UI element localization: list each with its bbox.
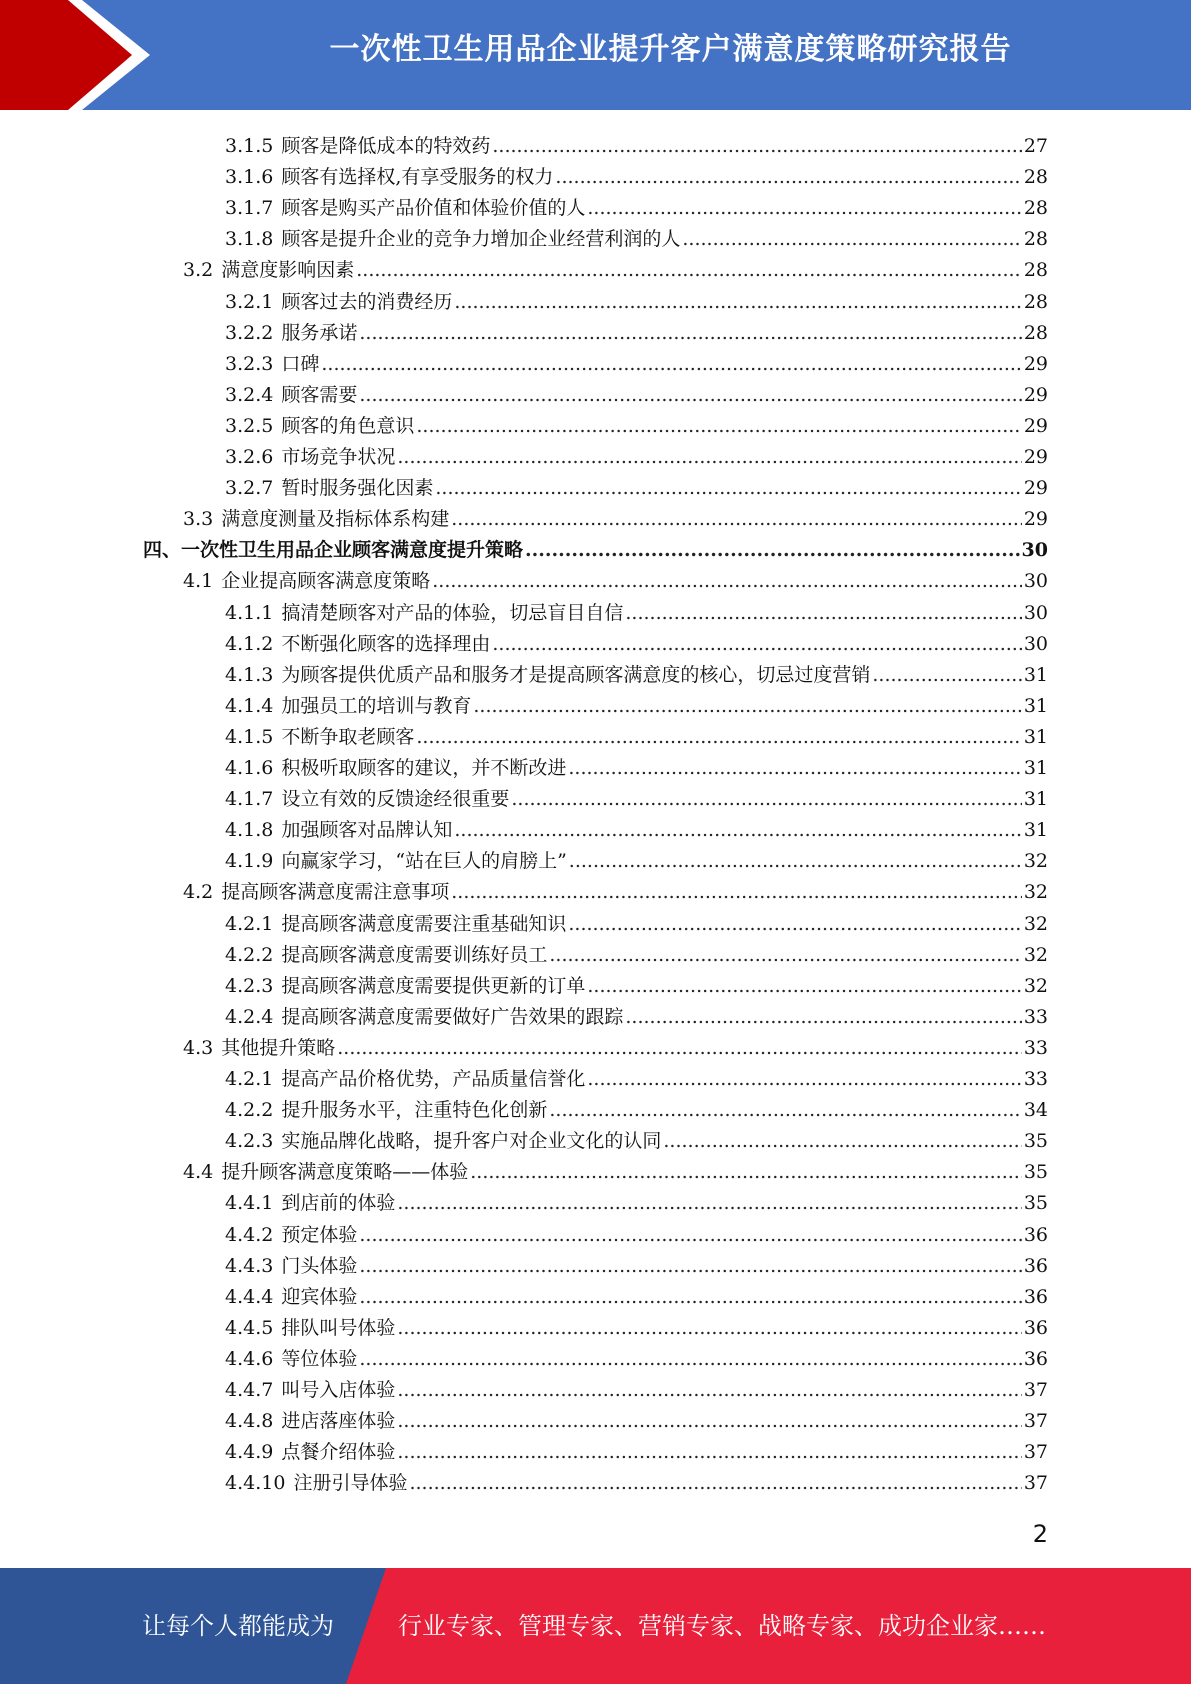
toc-entry-page: 30 — [1021, 539, 1048, 562]
toc-entry-page: 33 — [1023, 1068, 1048, 1090]
toc-entry-title: 服务承诺 — [281, 321, 358, 344]
toc-entry-number: 3.1.5 — [225, 135, 274, 157]
toc-entry-number: 4.1.2 — [225, 632, 274, 655]
toc-entry-title: 提升服务水平，注重特色化创新 — [281, 1099, 548, 1122]
header-red-arrow-shape — [0, 0, 135, 110]
toc-entry[interactable] — [225, 407, 1048, 438]
toc-entry[interactable] — [225, 1122, 1048, 1153]
toc-entry-title: 暂时服务强化因素 — [281, 477, 434, 500]
toc-dot-leader — [435, 476, 1021, 500]
toc-entry-number: 3.1.8 — [225, 228, 274, 251]
toc-dot-leader — [416, 725, 1021, 749]
toc-entry-title: 顾客的角色意识 — [281, 414, 415, 437]
toc-dot-leader — [568, 756, 1021, 780]
toc-entry-number: 3.1.6 — [225, 166, 274, 189]
toc-entry[interactable] — [225, 687, 1048, 718]
toc-entry-number: 4.2.4 — [225, 1005, 274, 1028]
toc-entry-number: 4.4.2 — [225, 1223, 274, 1246]
toc-entry[interactable] — [225, 656, 1048, 687]
toc-entry-title: 顾客需要 — [281, 383, 358, 406]
toc-entry[interactable] — [225, 1433, 1048, 1464]
toc-entry-page: 32 — [1023, 850, 1048, 873]
toc-entry-number: 4.1.5 — [225, 725, 274, 748]
toc-entry-page: 30 — [1023, 601, 1048, 624]
toc-entry-page: 36 — [1023, 1316, 1048, 1339]
toc-dot-leader — [568, 912, 1021, 936]
toc-entry-title: 点餐介绍体验 — [281, 1441, 396, 1464]
toc-entry-title: 市场竞争状况 — [281, 446, 396, 468]
toc-entry-number: 4.4.1 — [225, 1192, 274, 1215]
toc-dot-leader — [625, 601, 1021, 625]
toc-chapter-entry[interactable] — [143, 531, 1048, 562]
toc-entry-title: 提高顾客满意度需要提供更新的订单 — [281, 974, 586, 997]
toc-entry-title: 加强顾客对品牌认知 — [281, 819, 453, 842]
toc-dot-leader — [549, 943, 1021, 967]
toc-entry-page: 33 — [1023, 1036, 1048, 1059]
toc-entry-title: 提高产品价格优势，产品质量信誉化 — [281, 1068, 586, 1090]
toc-dot-leader — [359, 383, 1021, 407]
toc-dot-leader — [549, 1098, 1021, 1122]
toc-entry-title: 叫号入店体验 — [281, 1379, 396, 1401]
toc-entry-title: 提高顾客满意度需注意事项 — [221, 881, 450, 904]
toc-dot-leader — [359, 1254, 1021, 1278]
toc-entry-page: 28 — [1023, 290, 1048, 313]
toc-entry-page: 31 — [1023, 819, 1048, 842]
toc-entry-page: 29 — [1023, 508, 1048, 531]
toc-dot-leader — [397, 1409, 1021, 1433]
toc-entry-page: 36 — [1023, 1223, 1048, 1246]
toc-entry-title: 提高顾客满意度需要注重基础知识 — [281, 912, 567, 935]
toc-entry-number: 4.1.1 — [225, 601, 274, 624]
toc-entry-number: 4.4.6 — [225, 1347, 274, 1370]
toc-entry[interactable] — [225, 936, 1048, 967]
toc-entry-number: 4.1.6 — [225, 757, 274, 779]
toc-entry-number: 4.2.1 — [225, 912, 274, 935]
toc-entry-number: 3.2.2 — [225, 321, 274, 344]
toc-entry[interactable] — [225, 220, 1048, 251]
toc-entry-page: 36 — [1023, 1347, 1048, 1370]
toc-entry[interactable] — [225, 1464, 1048, 1495]
toc-entry-page: 31 — [1023, 788, 1048, 811]
toc-entry-number: 4.1.9 — [225, 850, 274, 873]
toc-dot-leader — [470, 1160, 1022, 1184]
toc-entry[interactable] — [225, 749, 1048, 780]
toc-entry-number: 3.2.6 — [225, 446, 274, 468]
toc-entry-number: 4.2.1 — [225, 1068, 274, 1090]
toc-entry-page: 28 — [1023, 166, 1048, 189]
toc-entry-page: 34 — [1023, 1099, 1048, 1122]
toc-dot-leader — [451, 507, 1022, 531]
toc-entry-title: 加强员工的培训与教育 — [281, 694, 472, 717]
toc-entry-page: 37 — [1023, 1472, 1048, 1495]
toc-entry-page: 28 — [1023, 197, 1048, 220]
toc-entry-page: 37 — [1023, 1379, 1048, 1401]
toc-entry[interactable] — [225, 1060, 1048, 1091]
toc-entry-number: 4.4.8 — [225, 1410, 274, 1433]
toc-dot-leader — [555, 165, 1021, 189]
toc-entry[interactable] — [225, 189, 1048, 220]
toc-entry[interactable] — [225, 345, 1048, 376]
toc-entry-page: 35 — [1023, 1130, 1048, 1153]
toc-dot-leader — [625, 1005, 1021, 1029]
toc-dot-leader — [587, 196, 1021, 220]
footer-slogan-left: 让每个人都能成为 — [142, 1612, 334, 1640]
toc-dot-leader — [397, 1191, 1021, 1215]
toc-entry-number: 4.4.3 — [225, 1254, 274, 1277]
toc-entry-title: 顾客有选择权,有享受服务的权力 — [281, 166, 554, 189]
toc-dot-leader — [492, 134, 1021, 158]
toc-entry-page: 29 — [1023, 383, 1048, 406]
toc-dot-leader — [432, 569, 1022, 593]
toc-dot-leader — [321, 352, 1021, 376]
toc-entry-page: 28 — [1023, 228, 1048, 251]
toc-dot-leader — [356, 258, 1022, 282]
toc-entry-number: 四、 — [143, 539, 182, 562]
toc-entry[interactable] — [225, 594, 1048, 625]
toc-entry-number: 4.2.2 — [225, 943, 274, 966]
toc-dot-leader — [454, 818, 1021, 842]
toc-entry[interactable] — [225, 905, 1048, 936]
toc-entry-number: 4.2.3 — [225, 1130, 274, 1153]
toc-entry-title: 为顾客提供优质产品和服务才是提高顾客满意度的核心，切忌过度营销 — [281, 663, 871, 686]
toc-dot-leader — [569, 849, 1022, 873]
toc-entry[interactable] — [225, 967, 1048, 998]
toc-dot-leader — [587, 974, 1021, 998]
toc-entry-number: 4.2 — [183, 881, 214, 904]
toc-entry[interactable] — [183, 1029, 1048, 1060]
toc-entry-page: 29 — [1023, 477, 1048, 500]
toc-dot-leader — [416, 414, 1021, 438]
toc-entry-title: 注册引导体验 — [293, 1472, 408, 1495]
toc-entry-page: 37 — [1023, 1441, 1048, 1464]
toc-entry-number: 3.2.3 — [225, 352, 274, 375]
toc-entry-title: 提高顾客满意度需要训练好员工 — [281, 943, 548, 966]
toc-entry-page: 30 — [1023, 570, 1048, 593]
toc-entry[interactable] — [225, 158, 1048, 189]
toc-entry-number: 4.4.10 — [225, 1472, 286, 1495]
toc-entry-number: 3.2.7 — [225, 477, 274, 500]
toc-entry-page: 35 — [1023, 1192, 1048, 1215]
toc-entry[interactable] — [183, 251, 1048, 282]
toc-entry[interactable] — [183, 1153, 1048, 1184]
toc-entry[interactable] — [225, 1309, 1048, 1340]
toc-entry[interactable] — [225, 438, 1048, 469]
toc-entry-title: 顾客是购买产品价值和体验价值的人 — [281, 197, 586, 220]
toc-entry-page: 30 — [1023, 632, 1048, 655]
toc-entry-page: 32 — [1023, 943, 1048, 966]
page-footer — [0, 1568, 1191, 1684]
toc-entry[interactable] — [225, 469, 1048, 500]
toc-entry-title: 顾客是提升企业的竞争力增加企业经营利润的人 — [281, 228, 681, 251]
toc-entry-page: 31 — [1023, 694, 1048, 717]
toc-dot-leader — [492, 632, 1021, 656]
toc-entry-title: 门头体验 — [281, 1254, 358, 1277]
toc-entry-page: 32 — [1023, 881, 1048, 904]
toc-entry-title: 迎宾体验 — [281, 1285, 358, 1308]
toc-entry[interactable] — [225, 1216, 1048, 1247]
toc-entry-number: 4.3 — [183, 1036, 214, 1059]
toc-entry-number: 4.2.3 — [225, 974, 274, 997]
toc-dot-leader — [359, 1347, 1021, 1371]
toc-entry[interactable] — [225, 842, 1048, 873]
toc-entry-number: 4.1.3 — [225, 663, 274, 686]
toc-entry-number: 3.2.4 — [225, 383, 274, 406]
toc-entry[interactable] — [225, 314, 1048, 345]
toc-entry-title: 其他提升策略 — [221, 1036, 336, 1059]
toc-entry-title: 搞清楚顾客对产品的体验，切忌盲目自信 — [281, 601, 624, 624]
toc-entry-title: 提高顾客满意度需要做好广告效果的跟踪 — [281, 1005, 624, 1028]
toc-dot-leader — [397, 1440, 1021, 1464]
toc-entry-title: 企业提高顾客满意度策略 — [221, 570, 431, 593]
toc-dot-leader — [473, 694, 1021, 718]
toc-entry-title: 预定体验 — [281, 1223, 358, 1246]
toc-entry-page: 31 — [1023, 663, 1048, 686]
toc-entry[interactable] — [225, 1091, 1048, 1122]
toc-entry-page: 36 — [1023, 1254, 1048, 1277]
toc-entry-page: 29 — [1023, 414, 1048, 437]
toc-dot-leader — [409, 1471, 1021, 1495]
toc-entry[interactable] — [225, 1402, 1048, 1433]
toc-entry-page: 31 — [1023, 725, 1048, 748]
toc-entry-page: 36 — [1023, 1285, 1048, 1308]
toc-entry[interactable] — [225, 1278, 1048, 1309]
toc-entry-number: 4.1 — [183, 570, 214, 593]
toc-entry-number: 4.4.9 — [225, 1441, 274, 1464]
toc-entry-title: 满意度测量及指标体系构建 — [221, 508, 450, 531]
toc-entry[interactable] — [183, 500, 1048, 531]
toc-entry-page: 27 — [1023, 135, 1048, 157]
toc-entry-title: 顾客是降低成本的特效药 — [281, 135, 491, 157]
toc-entry[interactable] — [225, 376, 1048, 407]
toc-dot-leader — [872, 663, 1021, 687]
toc-entry-page: 28 — [1023, 259, 1048, 282]
toc-entry-number: 3.2.5 — [225, 414, 274, 437]
toc-entry-number: 4.1.8 — [225, 819, 274, 842]
toc-dot-leader — [587, 1067, 1021, 1091]
toc-entry-title: 设立有效的反馈途经很重要 — [281, 788, 510, 811]
toc-entry[interactable] — [225, 718, 1048, 749]
toc-dot-leader — [397, 1316, 1021, 1340]
toc-entry[interactable] — [225, 811, 1048, 842]
toc-entry-title: 口碑 — [281, 352, 320, 375]
toc-entry-number: 4.4.4 — [225, 1285, 274, 1308]
toc-dot-leader — [359, 321, 1021, 345]
toc-entry-number: 4.1.4 — [225, 694, 274, 717]
toc-entry-title: 积极听取顾客的建议，并不断改进 — [281, 757, 567, 779]
toc-dot-leader — [525, 538, 1020, 562]
toc-entry-title: 满意度影响因素 — [221, 259, 355, 282]
toc-entry-title: 进店落座体验 — [281, 1410, 396, 1433]
toc-entry-number: 4.4 — [183, 1161, 214, 1184]
toc-dot-leader — [682, 227, 1021, 251]
report-title: 一次性卫生用品企业提升客户满意度策略研究报告 — [329, 32, 1012, 67]
toc-entry-page: 32 — [1023, 912, 1048, 935]
toc-entry[interactable] — [225, 998, 1048, 1029]
toc-entry-page: 29 — [1023, 352, 1048, 375]
toc-dot-leader — [359, 1285, 1021, 1309]
toc-entry-number: 4.2.2 — [225, 1099, 274, 1122]
footer-slogan-right: 行业专家、管理专家、营销专家、战略专家、成功企业家…… — [398, 1612, 1046, 1640]
toc-entry-number: 3.3 — [183, 508, 214, 531]
toc-entry[interactable] — [225, 625, 1048, 656]
toc-dot-leader — [663, 1129, 1021, 1153]
toc-dot-leader — [451, 880, 1022, 904]
toc-entry-title: 顾客过去的消费经历 — [281, 290, 453, 313]
toc-dot-leader — [511, 787, 1021, 811]
toc-dot-leader — [397, 445, 1021, 469]
toc-entry-page: 35 — [1023, 1161, 1048, 1184]
toc-entry-title: 不断争取老顾客 — [281, 725, 415, 748]
toc-entry-number: 3.1.7 — [225, 197, 274, 220]
toc-entry-page: 33 — [1023, 1005, 1048, 1028]
toc-entry-page: 29 — [1023, 446, 1048, 468]
toc-entry[interactable] — [225, 127, 1048, 158]
page-header — [0, 0, 1191, 110]
toc-entry-title: 一次性卫生用品企业顾客满意度提升策略 — [181, 539, 524, 562]
toc-entry-number: 4.4.7 — [225, 1379, 274, 1401]
toc-entry-title: 向赢家学习，“站在巨人的肩膀上” — [281, 850, 567, 873]
toc-entry[interactable] — [225, 1371, 1048, 1402]
toc-entry-title: 等位体验 — [281, 1347, 358, 1370]
toc-entry[interactable] — [225, 1184, 1048, 1215]
toc-entry-page: 32 — [1023, 974, 1048, 997]
toc-entry[interactable] — [225, 283, 1048, 314]
toc-entry-number: 4.1.7 — [225, 788, 274, 811]
toc-dot-leader — [454, 290, 1021, 314]
toc-entry-page: 31 — [1023, 757, 1048, 779]
toc-dot-leader — [397, 1378, 1021, 1402]
toc-entry-number: 3.2 — [183, 259, 214, 282]
toc-entry[interactable] — [225, 780, 1048, 811]
toc-entry-title: 排队叫号体验 — [281, 1316, 396, 1339]
toc-entry-number: 4.4.5 — [225, 1316, 274, 1339]
toc-entry[interactable] — [183, 562, 1048, 593]
toc-entry-number: 3.2.1 — [225, 290, 274, 313]
page-number: 2 — [1032, 1520, 1048, 1548]
toc-entry-title: 到店前的体验 — [281, 1192, 396, 1215]
toc-entry-page: 37 — [1023, 1410, 1048, 1433]
toc-dot-leader — [359, 1223, 1021, 1247]
toc-entry[interactable] — [225, 1247, 1048, 1278]
toc-entry[interactable] — [183, 873, 1048, 904]
toc-entry-page: 28 — [1023, 321, 1048, 344]
toc-entry[interactable] — [225, 1340, 1048, 1371]
toc-entry-title: 不断强化顾客的选择理由 — [281, 632, 491, 655]
toc-entry-title: 实施品牌化战略，提升客户对企业文化的认同 — [281, 1130, 662, 1153]
toc-dot-leader — [337, 1036, 1022, 1060]
toc-entry-title: 提升顾客满意度策略——体验 — [221, 1161, 469, 1184]
